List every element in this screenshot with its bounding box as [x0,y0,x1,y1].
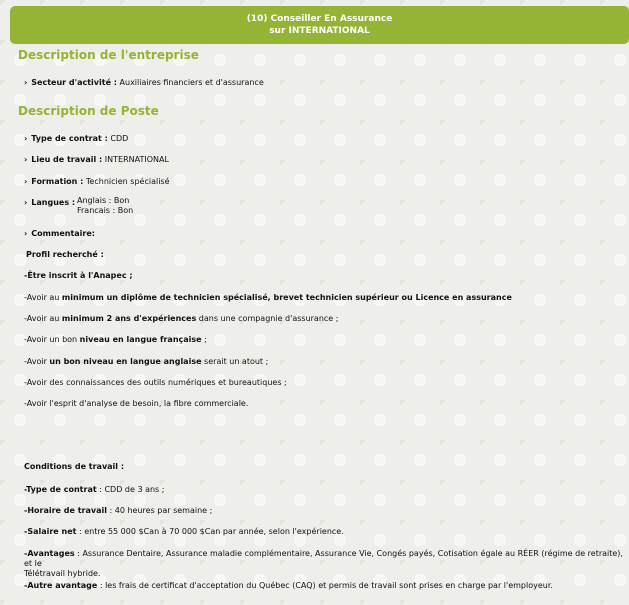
offer-location: sur INTERNATIONAL [269,26,370,36]
languages-line [24,198,75,208]
location-line [24,155,169,165]
profile-title: Profil recherché : [26,250,104,259]
training-line [24,177,170,187]
condition-other-benefit: -Autre avantage : les frais de certificat d'acceptation du Québec (CAQ) et permis de travail sont prises en charge par l'employeur. [24,581,553,590]
offer-header [10,6,629,44]
lang-french: Francais : Bon [77,206,134,215]
training-label: Formation : [31,177,84,186]
comment-label: Commentaire: [31,229,95,238]
languages-label: Langues : [31,198,76,207]
bullet-arrow-icon: › [24,177,28,186]
condition-salary: -Salaire net : entre 55 000 $Can à 70 000 $Can par année, selon l'expérience. [24,527,344,536]
profile-req-4: -Avoir un bon niveau en langue française ; [24,335,207,344]
condition-schedule: -Horaire de travail : 40 heures par semaine ; [24,506,213,515]
profile-req-5: -Avoir un bon niveau en langue anglaise serait un atout ; [24,357,269,366]
bullet-arrow-icon: › [24,155,28,164]
post-section-title: Description de Poste [18,104,159,118]
profile-req-6: -Avoir des connaissances des outils numériques et bureautiques ; [24,378,287,387]
languages-values [77,196,133,216]
profile-req-2: -Avoir au minimum un diplôme de technicien spécialisé, brevet technicien supérieur ou Licence en assurance [24,293,512,302]
location-label: Lieu de travail : [31,155,103,164]
sector-line [24,78,264,88]
bullet-arrow-icon: › [24,198,28,207]
company-section-title: Description de l'entreprise [18,48,199,62]
bullet-arrow-icon: › [24,134,28,143]
location-value: INTERNATIONAL [104,155,169,164]
conditions-title: Conditions de travail : [24,462,125,471]
bullet-arrow-icon: › [24,78,28,87]
contract-line [24,134,128,144]
contract-label: Type de contrat : [31,134,108,143]
bullet-arrow-icon: › [24,229,28,238]
lang-english: Anglais : Bon [77,196,130,205]
profile-req-1: -Être inscrit à l'Anapec ; [24,271,133,280]
condition-contract: -Type de contrat : CDD de 3 ans ; [24,485,165,494]
sector-label: Secteur d'activité : [31,78,117,87]
training-value: Technicien spécialisé [85,177,170,186]
offer-title: (10) Conseiller En Assurance [246,14,393,24]
profile-req-3: -Avoir au minimum 2 ans d'expériences dans une compagnie d'assurance ; [24,314,339,323]
sector-value: Auxiliaires financiers et d'assurance [119,78,264,87]
profile-req-7: -Avoir l'esprit d'analyse de besoin, la fibre commerciale. [24,399,249,408]
comment-line [24,229,95,239]
condition-benefits: -Avantages : Assurance Dentaire, Assurance maladie complémentaire, Assurance Vie, Congés payés, Cotisation égale au RÉER (régime de retraite), et le Télétravail hybride. [24,549,623,578]
contract-value: CDD [110,134,129,143]
